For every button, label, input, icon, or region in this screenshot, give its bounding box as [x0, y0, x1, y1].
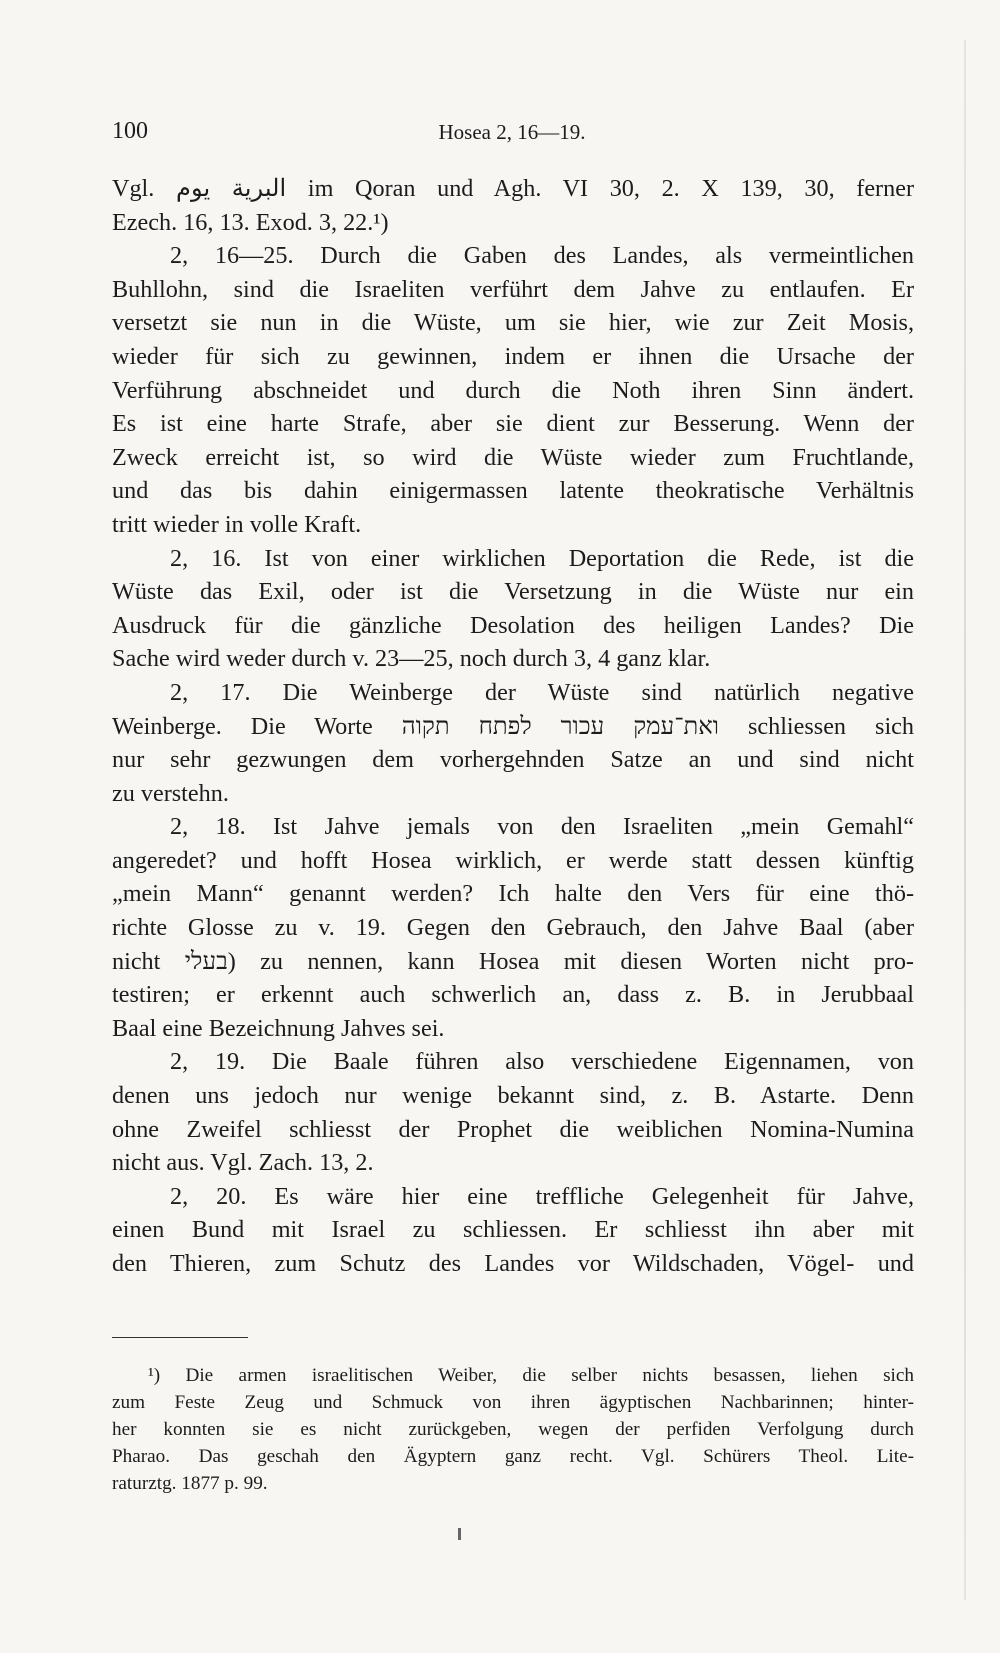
footnote	[112, 1362, 914, 1497]
text-line: einen Bund mit Israel zu schliessen. Er schliesst ihn aber mit	[112, 1216, 914, 1244]
text-line: Weinberge. Die Worte ואת־עמק עכור לפתח תקוה schliessen sich	[112, 712, 914, 740]
print-mark	[458, 1528, 461, 1540]
text-line: 2, 19. Die Baale führen also verschiedene Eigennamen, von	[170, 1048, 914, 1076]
text-line: testiren; er erkennt auch schwerlich an, dass z. B. in Jerubbaal	[112, 981, 914, 1009]
text-line: Ezech. 16, 13. Exod. 3, 22.¹)	[112, 208, 389, 236]
text-line: tritt wieder in volle Kraft.	[112, 510, 362, 538]
paragraph	[112, 1045, 914, 1179]
text-line: 2, 18. Ist Jahve jemals von den Israeliten „mein Gemahl“	[170, 813, 914, 841]
running-head	[112, 118, 912, 150]
text-line: richte Glosse zu v. 19. Gegen den Gebrauch, den Jahve Baal (aber	[112, 914, 914, 942]
text-line: denen uns jedoch nur wenige bekannt sind, z. B. Astarte. Denn	[112, 1082, 914, 1110]
text-line: 2, 20. Es wäre hier eine treffliche Gelegenheit für Jahve,	[170, 1182, 914, 1210]
text-line: nur sehr gezwungen dem vorhergehnden Satze an und sind nicht	[112, 746, 914, 774]
paragraph	[112, 239, 914, 541]
text-line: Sache wird weder durch v. 23—25, noch durch 3, 4 ganz klar.	[112, 645, 711, 673]
footnote-line: Pharao. Das geschah den Ägyptern ganz recht. Vgl. Schürers Theol. Lite-	[112, 1446, 914, 1467]
text-line: nicht aus. Vgl. Zach. 13, 2.	[112, 1149, 374, 1177]
text-line: ohne Zweifel schliesst der Prophet die weiblichen Nomina-Numina	[112, 1115, 914, 1143]
text-line: Zweck erreicht ist, so wird die Wüste wieder zum Fruchtlande,	[112, 443, 914, 471]
footnote-line: raturztg. 1877 p. 99.	[112, 1473, 268, 1494]
footnote-line: ¹) Die armen israelitischen Weiber, die selber nichts besassen, liehen sich	[148, 1365, 914, 1386]
page-edge-shadow	[964, 40, 966, 1600]
text-line: nicht בעלי) zu nennen, kann Hosea mit diesen Worten nicht pro-	[112, 947, 914, 975]
body-text	[112, 172, 914, 1281]
text-line: Vgl. البرية يوم im Qoran und Agh. VI 30, 2. X 139, 30, ferner	[112, 175, 914, 202]
paragraph	[112, 810, 914, 1045]
text-line: „mein Mann“ genannt werden? Ich halte den Vers für eine thö-	[112, 880, 914, 908]
text-line: Es ist eine harte Strafe, aber sie dient zur Besserung. Wenn der	[112, 410, 914, 438]
footnote-rule	[112, 1337, 248, 1338]
text-line: den Thieren, zum Schutz des Landes vor Wildschaden, Vögel- und	[112, 1250, 914, 1277]
text-line: 2, 16. Ist von einer wirklichen Deportation die Rede, ist die	[170, 544, 914, 572]
text-line: Baal eine Bezeichnung Jahves sei.	[112, 1014, 445, 1042]
paragraph	[112, 676, 914, 810]
text-line: Wüste das Exil, oder ist die Versetzung in die Wüste nur ein	[112, 578, 914, 606]
text-line: zu verstehn.	[112, 779, 229, 807]
text-line: Ausdruck für die gänzliche Desolation des heiligen Landes? Die	[112, 611, 914, 639]
footnote-line: zum Feste Zeug und Schmuck von ihren ägyptischen Nachbarinnen; hinter-	[112, 1392, 914, 1413]
text-line: Verführung abschneidet und durch die Noth ihren Sinn ändert.	[112, 376, 914, 404]
text-line: und das bis dahin einigermassen latente theokratische Verhältnis	[112, 477, 914, 505]
page-number: 100	[112, 118, 148, 144]
paragraph	[112, 172, 914, 239]
text-line: 2, 17. Die Weinberge der Wüste sind natürlich negative	[170, 678, 914, 706]
text-line: Buhllohn, sind die Israeliten verführt dem Jahve zu entlaufen. Er	[112, 275, 914, 303]
text-line: versetzt sie nun in die Wüste, um sie hier, wie zur Zeit Mosis,	[112, 309, 914, 337]
header-title: Hosea 2, 16—19.	[438, 120, 586, 144]
text-line: 2, 16—25. Durch die Gaben des Landes, als vermeintlichen	[170, 242, 914, 270]
text-line: angeredet? und hofft Hosea wirklich, er werde statt dessen künftig	[112, 846, 914, 874]
paragraph	[112, 1180, 914, 1281]
footnote-line: her konnten sie es nicht zurückgeben, wegen der perfiden Verfolgung durch	[112, 1419, 914, 1440]
text-line: wieder für sich zu gewinnen, indem er ihnen die Ursache der	[112, 342, 914, 370]
paragraph	[112, 542, 914, 676]
